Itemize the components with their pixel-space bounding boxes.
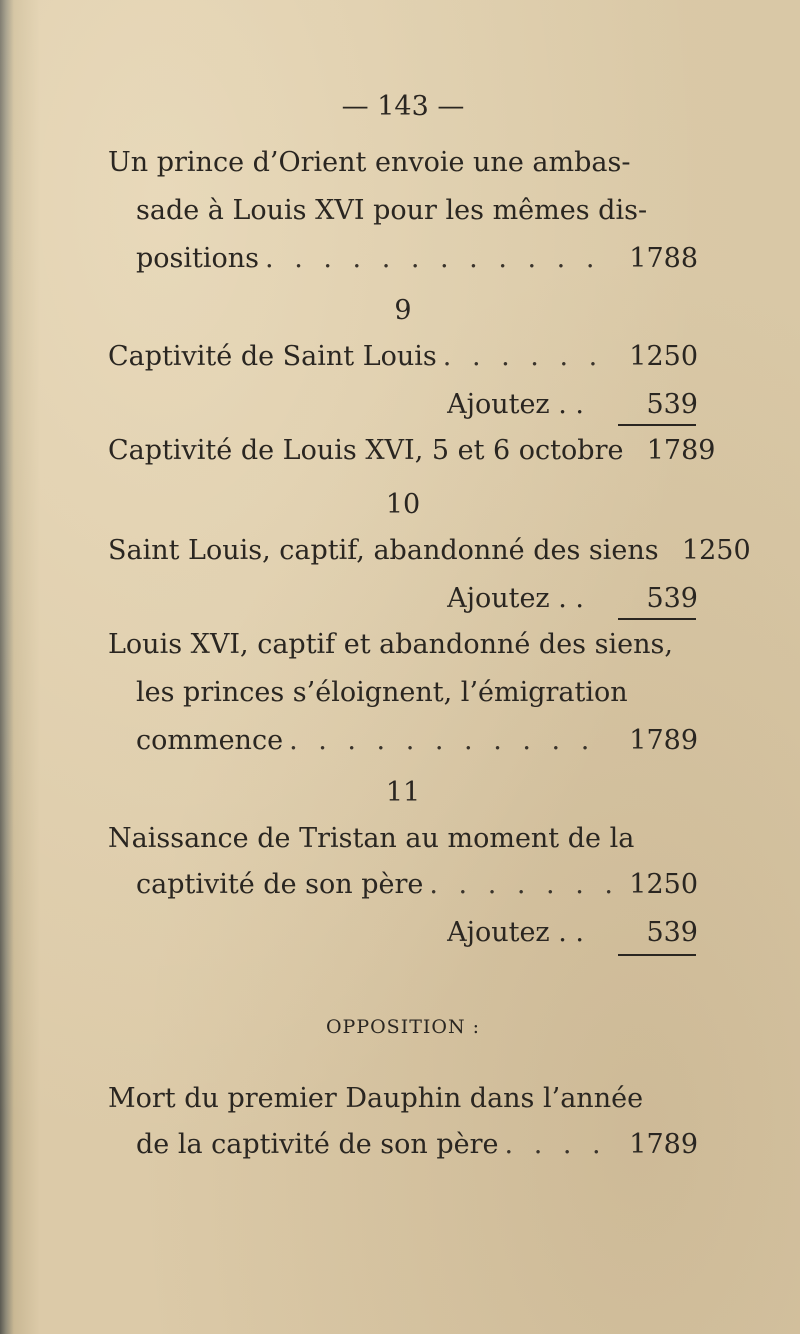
entry-row [108,338,698,378]
leader-dots [283,722,612,760]
entry-year: 1250 [629,341,698,372]
sum-rule [618,954,696,956]
addition-value: 539 [646,917,698,948]
sum-rule [618,618,696,620]
page-number: — 143 — [341,91,465,122]
text-line: les princes s’éloignent, l’émigration [136,677,628,708]
entry-text: Captivité de Saint Louis [108,341,437,372]
entry-year: 1250 [629,869,698,900]
entry-year: 1789 [629,725,698,756]
addition-row [108,914,698,954]
addition-value: 539 [646,583,698,614]
entry-year: 1788 [629,243,698,274]
addition-row [108,580,698,620]
leader-dots [423,866,612,904]
entry-row [136,240,698,280]
entry-text: positions [136,243,260,274]
entry-text: de la captivité de son père [136,1129,499,1160]
entry-year: 1250 [681,535,751,566]
text-line: Un prince d’Orient envoie une ambas- [108,147,631,178]
addition-label: Ajoutez . . [447,917,584,948]
entry-text: Captivité de Louis XVI, 5 et 6 octobre [108,435,624,466]
leader-dots [437,338,612,376]
entry-year: 1789 [646,435,716,466]
section-number: 11 [385,777,421,808]
section-heading: OPPOSITION : [325,1016,481,1038]
sum-rule [618,424,696,426]
addition-label: Ajoutez . . [447,389,584,420]
leader-dots [499,1126,612,1164]
addition-value: 539 [646,389,698,420]
entry-text: captivité de son père [136,869,424,900]
text-line: Mort du premier Dauphin dans l’année [108,1083,644,1114]
addition-row [108,386,698,426]
entry-row [136,722,698,762]
text-line: Naissance de Tristan au moment de la [108,823,635,854]
entry-text: Saint Louis, captif, abandonné des siens [108,535,659,566]
text-line: Louis XVI, captif et abandonné des siens, [108,629,673,660]
leader-dots [259,240,612,278]
section-number: 9 [394,295,412,326]
section-number: 10 [385,489,421,520]
entry-row [136,866,698,906]
entry-year: 1789 [629,1129,698,1160]
text-line: sade à Louis XVI pour les mêmes dis- [136,195,648,226]
entry-row [108,432,716,472]
entry-text: commence [136,725,284,756]
entry-row [136,1126,698,1166]
entry-row [108,532,751,572]
addition-label: Ajoutez . . [447,583,584,614]
